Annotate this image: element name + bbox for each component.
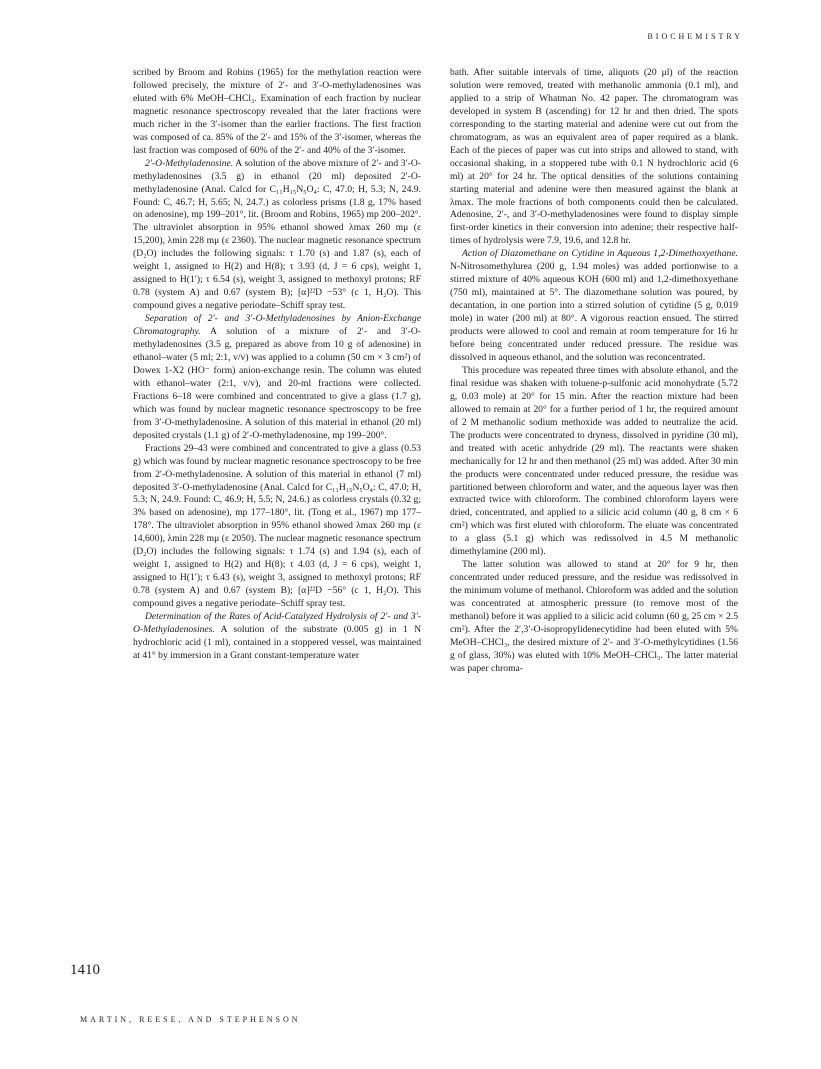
- paragraph-text: scribed by Broom and Robins (1965) for the methylation reaction were followed precisely, the mixture of 2′- and 3′-O-methyladenosines was eluted with 6% MeOH–CHCl₃. Examination of each fraction by nuclear magnetic resonance spectroscopy revealed that the later fractions were much richer in the 3′-isomer than the earlier fractions. The first fraction was composed of ca. 85% of the 2′- and 15% of the 3′-isomer, whereas the last fraction was composed of 60% of the 2′- and 40% of the 3′-isomer.: [133, 67, 421, 156]
- paragraph: [133, 443, 421, 611]
- paragraph-continued: [133, 67, 421, 158]
- paragraph: [133, 158, 421, 313]
- paragraph-heading: Separation of 2′- and 3′-O-Methyladenosines by Anion-Exchange Chromatography.: [133, 313, 421, 338]
- paragraph-heading: 2′-O-Methyladenosine.: [145, 157, 234, 169]
- footer-authors: MARTIN, REESE, AND STEPHENSON: [80, 1015, 301, 1024]
- paragraph: [450, 559, 738, 676]
- right-column: [450, 67, 738, 676]
- paragraph: [450, 365, 738, 559]
- paragraph-heading: Action of Diazomethane on Cytidine in Aqueous 1,2-Dimethoxyethane.: [462, 248, 738, 260]
- paragraph-text: Fractions 29–43 were combined and concentrated to give a glass (0.53 g) which was found by nuclear magnetic resonance spectroscopy to be free from 2′-O-methyladenosine. A solution of this material in ethanol (7 ml) deposited 3′-O-methyladenosine (Anal. Calcd for C₁₁H₁₅N₅O₄: C, 47.0; H, 5.3; N, 24.9. Found: C, 46.9; H, 5.5; N, 24.6.) as colorless crystals (0.32 g; 3% based on adenosine), mp 177–180°, lit. (Tong et al., 1967) mp 177–178°. The ultraviolet absorption in 95% ethanol showed λmax 260 mμ (ε 14,600), λmin 228 mμ (ε 2050). The nuclear magnetic resonance spectrum (D₂O) includes the following signals: τ 1.74 (s) and 1.94 (s), each of weight 1, assigned to H(2) and H(8); τ 4.03 (d, J = 6 cps), weight 1, assigned to H(1′); τ 6.43 (s), weight 3, assigned to methoxyl protons; RF 0.78 (system A) and 0.67 (system B); [α]²²D −56° (c 1, H₂O). This compound gives a negative periodate–Schiff spray test.: [133, 442, 421, 610]
- paragraph-continued: [450, 67, 738, 248]
- paragraph-text: A solution of the substrate (0.005 g) in 1 N hydrochloric acid (1 ml), contained in a stoppered vessel, was maintained at 41° by immersion in a Grant constant-temperature water: [133, 623, 421, 661]
- paragraph-text: N-Nitrosomethylurea (200 g, 1.94 moles) was added portionwise to a stirred mixture of 40% aqueous KOH (600 ml) and 1,2-dimethoxyethane (750 ml), maintained at 5°. The diazomethane solution was poured, by decantation, in one portion into a stirred solution of cytidine (5 g, 0.019 mole) in water (200 ml) at 80°. A vigorous reaction ensued. The stirred products were allowed to cool and remain at room temperature for 16 hr before being concentrated under reduced pressure. The residue was dissolved in aqueous ethanol, and the solution was reconcentrated.: [450, 261, 738, 363]
- left-column: [133, 67, 421, 663]
- page-number: 1410: [70, 962, 100, 978]
- paragraph-text: The latter solution was allowed to stand at 20° for 9 hr, then concentrated under reduced pressure, and the residue was redissolved in the minimum volume of methanol. Chloroform was added and the solution was concentrated at atmospheric pressure (to remove most of the methanol) before it was applied to a silicic acid column (60 g, 25 cm × 2.5 cm²). After the 2′,3′-O-isopropylidenecytidine had been eluted with 5% MeOH–CHCl₃, the desired mixture of 2′- and 3′-O-methylcytidines (1.56 g of glass, 30%) was eluted with 10% MeOH–CHCl₃. The latter material was paper chroma-: [450, 559, 738, 674]
- paragraph-text: bath. After suitable intervals of time, aliquots (20 μl) of the reaction solution were removed, treated with methanolic ammonia (0.1 ml), and applied to a strip of Whatman No. 42 paper. The chromatogram was developed in system B (ascending) for 12 hr and then dried. The spots corresponding to the starting material and adenine were cut out from the chromatogram, as was an equivalent area of paper required as a blank. Each of the pieces of paper was cut into strips and allowed to stand, with occasional shaking, in a stoppered tube with 0.1 N hydrochloric acid (6 ml) at 20° for 24 hr. The optical densities of the solutions containing starting material and adenine were then measured against the blank at λmax. The mole fractions of both components could then be calculated. Adenosine, 2′-, and 3′-O-methyladenosines were found to display simple first-order kinetics in their conversion into adenine; their respective half-times of hydrolysis were 7.9, 19.6, and 12.8 hr.: [450, 67, 738, 247]
- paragraph: [133, 611, 421, 663]
- paragraph-text: A solution of a mixture of 2′- and 3′-O-methyladenosines (3.5 g, prepared as above from 10 g of adenosine) in ethanol–water (5 ml; 2:1, v/v) was applied to a column (50 cm × 3 cm²) of Dowex 1-X2 (HO⁻ form) anion-exchange resin. The column was eluted with ethanol–water (2:1, v/v), and 20-ml fractions were collected. Fractions 6–18 were combined and concentrated to give a glass (1.7 g), which was found by nuclear magnetic resonance spectroscopy to be free from 3′-O-methyladenosine. A solution of this material in ethanol (20 ml) deposited crystals (1.1 g) of 2′-O-methyladenosine, mp 199–200°.: [133, 326, 421, 441]
- paragraph-heading: Determination of the Rates of Acid-Catalyzed Hydrolysis of 2′- and 3′-O-Methyladenosines.: [133, 611, 421, 635]
- paragraph: [450, 248, 738, 365]
- running-head: BIOCHEMISTRY: [647, 32, 743, 41]
- paragraph-text: This procedure was repeated three times with absolute ethanol, and the final residue was shaken with toluene-p-sulfonic acid monohydrate (5.72 g, 0.03 mole) at 20° for 15 min. After the reaction mixture had been allowed to remain at 20° for a further period of 1 hr, the required amount of 2 M methanolic sodium methoxide was added to neutralize the acid. The products were concentrated to dryness, dissolved in pyridine (30 ml), and treated with acetic anhydride (29 ml). The reactants were shaken mechanically for 12 hr and then methanol (25 ml) was added. After 30 min the products were concentrated under reduced pressure, the residue was partitioned between chloroform and water, and the aqueous layer was then extracted twice with chloroform. The combined chloroform layers were dried, concentrated, and applied to a silicic acid column (40 g, 8 cm × 6 cm²) which was first eluted with chloroform. The eluate was concentrated to a glass (5.1 g) which was redissolved in 4.5 M methanolic dimethylamine (200 ml).: [450, 364, 738, 558]
- paragraph-text: A solution of the above mixture of 2′- and 3′-O-methyladenosines (3.5 g) in ethanol (20 ml) deposited 2′-O-methyladenosine (Anal. Calcd for C₁₁H₁₅N₅O₄: C, 47.0; H, 5.3; N, 24.9. Found: C, 46.7; H, 5.65; N, 24.7.) as colorless prisms (1.8 g, 17% based on adenosine), mp 199–201°, lit. (Broom and Robins, 1965) mp 200–202°. The ultraviolet absorption in 95% ethanol showed λmax 260 mμ (ε 15,200), λmin 228 mμ (ε 2360). The nuclear magnetic resonance spectrum (D₂O) includes the following signals: τ 1.70 (s) and 1.87 (s), each of weight 1, assigned to H(2) and H(8); τ 3.93 (d, J = 6 cps), weight 1, assigned to H(1′); τ 6.54 (s), weight 3, assigned to methoxyl protons; RF 0.78 (system A) and 0.67 (system B); [α]²²D −53° (c 1, H₂O). This compound gives a negative periodate–Schiff spray test.: [133, 157, 421, 312]
- paragraph: [133, 313, 421, 443]
